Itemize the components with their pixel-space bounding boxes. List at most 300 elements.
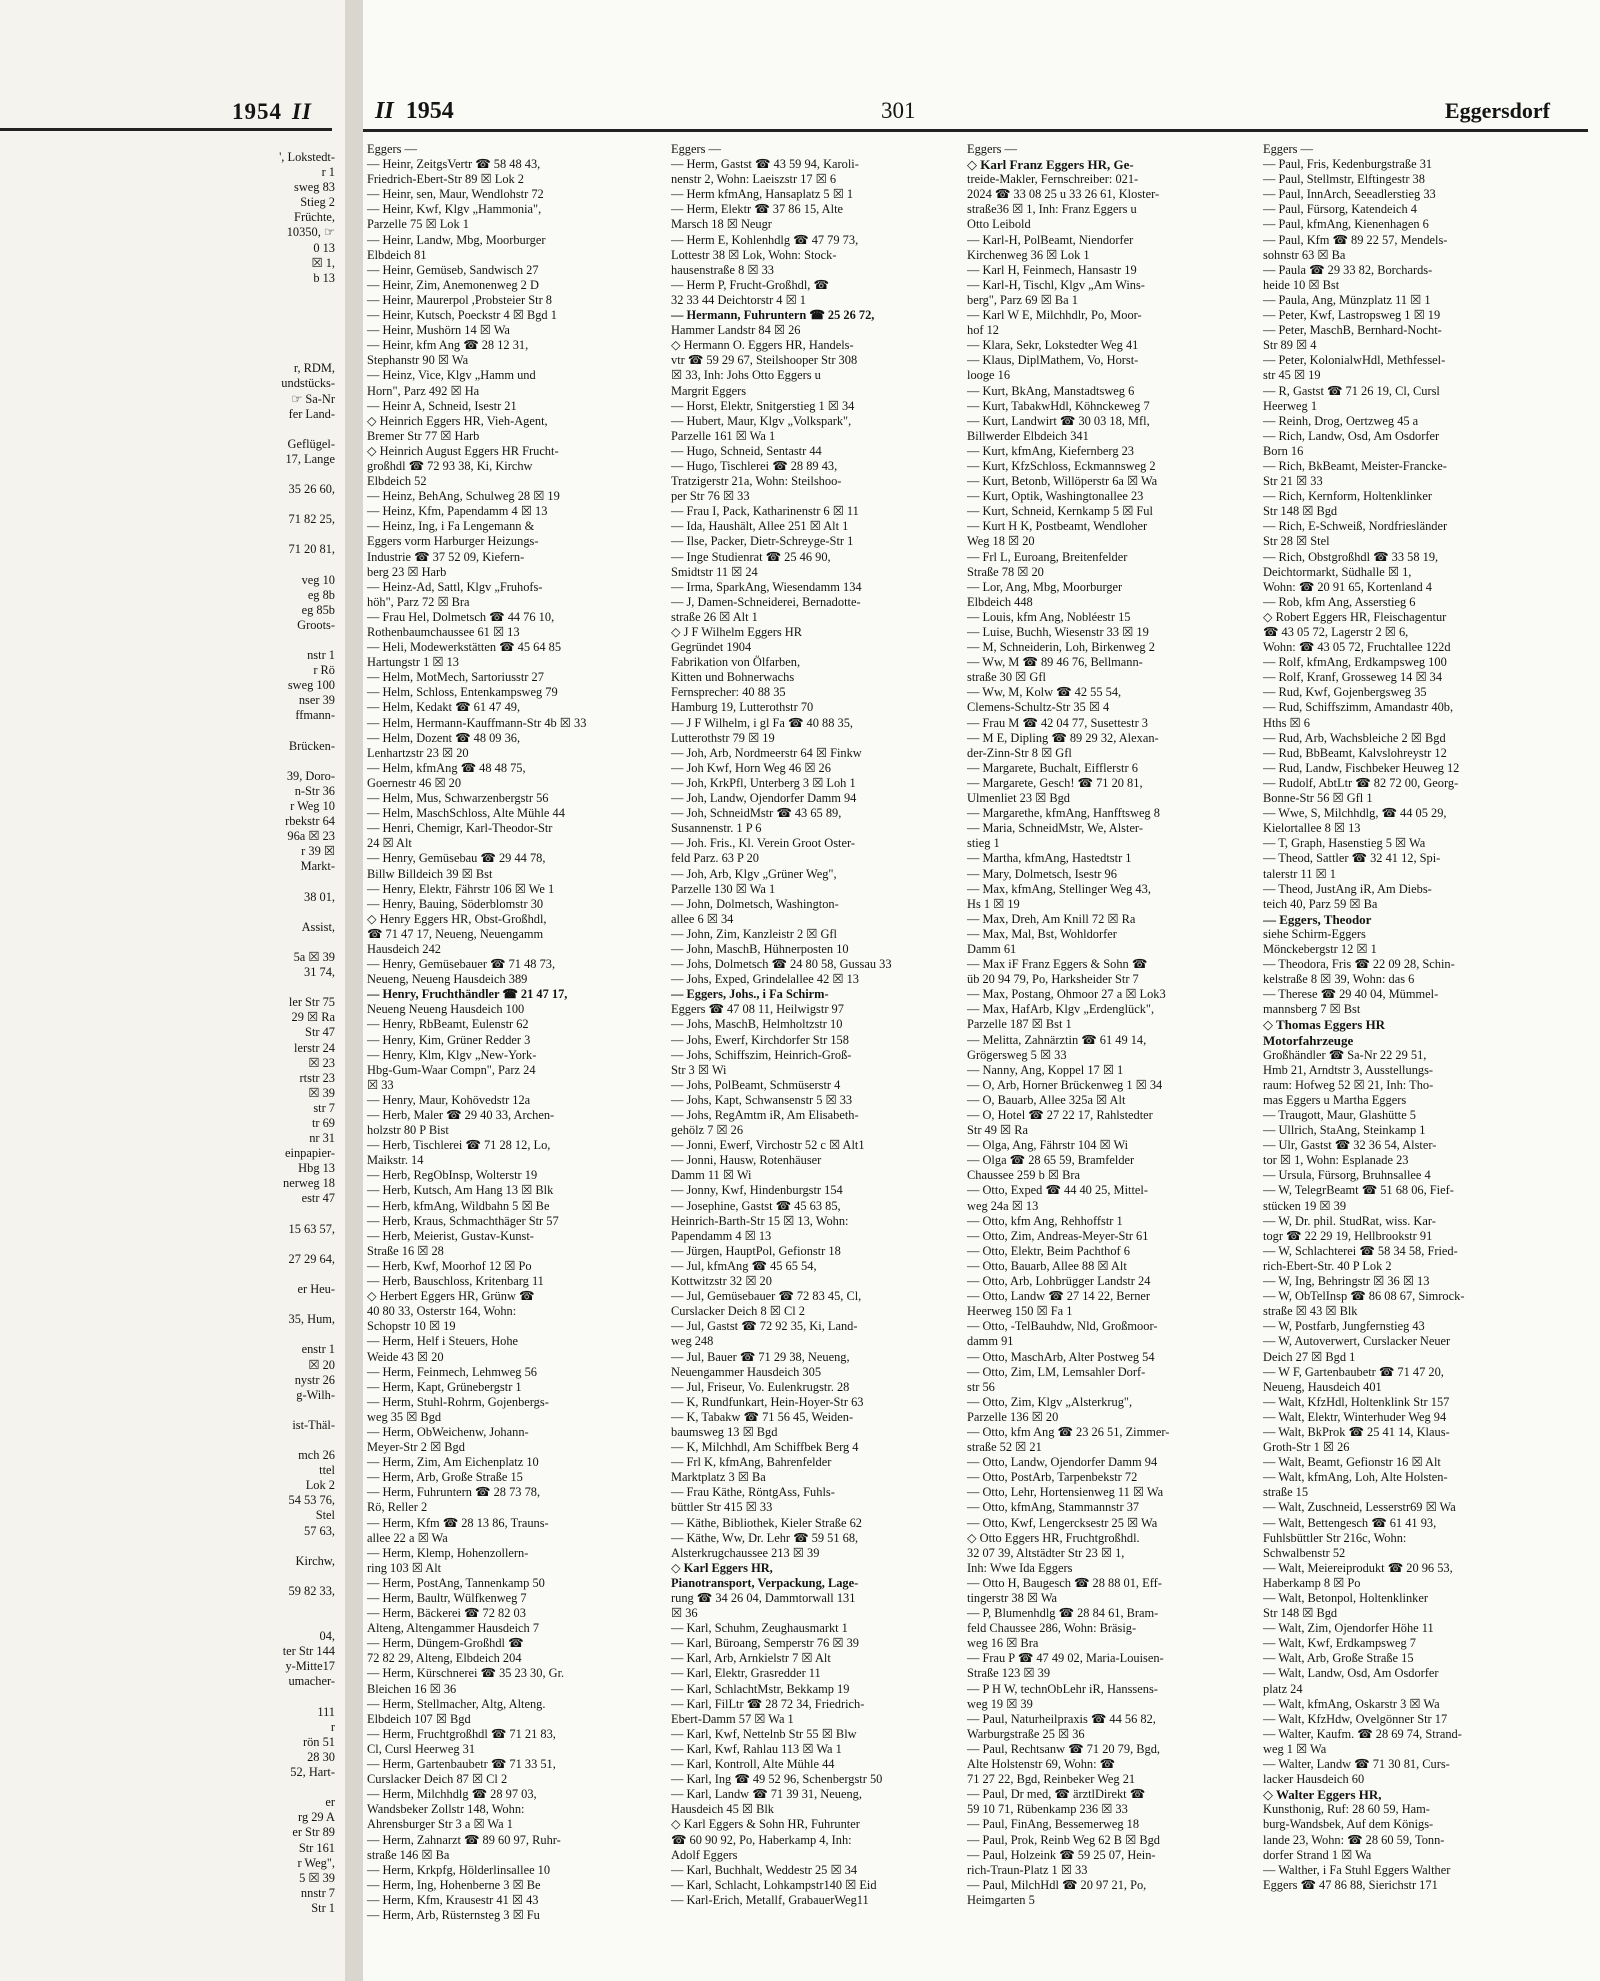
directory-entry: Damm 61 — [967, 941, 1017, 956]
directory-entry: Str 28 ☒ Stel — [1263, 534, 1330, 549]
directory-entry: — Eggers, Johs., i Fa Schirm- — [671, 987, 829, 1002]
directory-entry: — Herm kfmAng, Hansaplatz 5 ☒ 1 — [671, 187, 854, 202]
previous-page-line — [0, 316, 335, 331]
directory-entry: straße36 ☒ 1, Inh: Franz Eggers u — [967, 202, 1137, 217]
directory-entry: — Walt, Arb, Große Straße 15 — [1263, 1651, 1414, 1666]
previous-page-line — [0, 724, 335, 739]
directory-entry: Kitten und Bohnerwachs — [671, 670, 795, 685]
directory-entry: ☒ 33, Inh: Johs Otto Eggers u — [671, 368, 821, 383]
directory-entry: ☒ 36 — [671, 1606, 698, 1621]
previous-page-line: Lok 2 — [305, 1478, 335, 1493]
directory-entry: — Rud, BbBeamt, Kalvslohreystr 12 — [1263, 745, 1447, 760]
previous-page-line — [0, 875, 335, 890]
directory-entry: — Jul, Gastst ☎ 72 92 35, Ki, Land- — [671, 1319, 858, 1334]
directory-entry: — Walt, KfzHdw, Ovelgönner Str 17 — [1263, 1711, 1448, 1726]
directory-entry: — P H W, technObLehr iR, Hanssens- — [967, 1681, 1158, 1696]
directory-entry: Eggers — — [671, 142, 721, 156]
directory-entry: — Herb, Bauschloss, Kritenbarg 11 — [367, 1274, 544, 1289]
directory-entry: — Margarete, Gesch! ☎ 71 20 81, — [967, 775, 1143, 790]
directory-entry: — Lor, Ang, Mbg, Moorburger — [967, 579, 1123, 594]
previous-page-line: veg 10 — [301, 572, 335, 587]
previous-page-line: 59 82 33, — [288, 1583, 335, 1598]
previous-page-line — [0, 935, 335, 950]
previous-page-line: 04, — [319, 1629, 335, 1644]
previous-page-line: r — [330, 1719, 335, 1734]
directory-entry: Industrie ☎ 37 52 09, Kiefern- — [367, 549, 525, 564]
previous-page-line: fer Land- — [288, 406, 335, 421]
previous-page-line — [0, 1433, 335, 1448]
directory-entry: Meyer-Str 2 ☒ Bgd — [367, 1440, 465, 1455]
directory-entry: — Max iF Franz Eggers & Sohn ☎ — [967, 957, 1148, 972]
directory-entry: — Henry, Klm, Klgv „New-York- — [367, 1047, 537, 1062]
directory-entry: berg 23 ☒ Harb — [367, 564, 447, 579]
previous-page-line: nystr 26 — [294, 1372, 335, 1387]
directory-entry: looge 16 — [967, 368, 1011, 383]
directory-entry: — W, Ing, Behringstr ☒ 36 ☒ 13 — [1263, 1274, 1430, 1289]
directory-entry: — Heinr, kfm Ang ☎ 28 12 31, — [367, 338, 529, 353]
directory-entry: — Ullrich, StaAng, Steinkamp 1 — [1263, 1123, 1426, 1138]
directory-entry: — Paula ☎ 29 33 82, Borchards- — [1263, 262, 1433, 277]
directory-entry: — M E, Dipling ☎ 89 29 32, Alexan- — [967, 730, 1159, 745]
directory-entry: — Otto, Landw, Ojendorfer Damm 94 — [967, 1455, 1158, 1470]
directory-entry: — Herm, Bäckerei ☎ 72 82 03 — [367, 1606, 526, 1621]
directory-entry: — Margarete, Buchalt, Eifflerstr 6 — [967, 760, 1138, 775]
previous-page-line: Stieg 2 — [300, 195, 335, 210]
directory-entry: Heinrich-Barth-Str 15 ☒ 13, Wohn: — [671, 1213, 849, 1228]
directory-entry: Fuhlsbüttler Str 216c, Wohn: — [1263, 1530, 1407, 1545]
directory-entry: ◇ Herbert Eggers HR, Grünw ☎ — [367, 1289, 535, 1304]
directory-entry: Wandsbeker Zollstr 148, Wohn: — [367, 1802, 525, 1817]
previous-page-line: lerstr 24 — [294, 1040, 335, 1055]
previous-page-line: mch 26 — [298, 1448, 335, 1463]
directory-entry: 40 80 33, Osterstr 164, Wohn: — [367, 1304, 517, 1319]
directory-entry: — Ilse, Packer, Dietr-Schreyge-Str 1 — [671, 534, 854, 549]
directory-entry: — Helm, MotMech, Sartoriusstr 27 — [367, 670, 544, 685]
directory-entry: Hausdeich 45 ☒ Blk — [671, 1802, 774, 1817]
directory-entry: höh", Parz 72 ☒ Bra — [367, 594, 470, 609]
directory-entry: Billw Billdeich 39 ☒ Bst — [367, 866, 493, 881]
directory-entry: — Henry, Gemüsebauer ☎ 71 48 73, — [367, 957, 556, 972]
directory-entry: — Herb, Maler ☎ 29 40 33, Archen- — [367, 1108, 555, 1122]
directory-entry: — Herm, Kfm ☎ 28 13 86, Trauns- — [367, 1515, 549, 1530]
directory-entry: Eggers — — [967, 142, 1017, 156]
directory-entry: — Herm, Stuhl-Rohrm, Gojenbergs- — [367, 1394, 549, 1409]
directory-entry: — Paul, kfmAng, Kienenhagen 6 — [1263, 217, 1429, 232]
directory-entry: Haberkamp 8 ☒ Po — [1263, 1575, 1361, 1590]
previous-page-line — [0, 1569, 335, 1584]
directory-entry: — Herm E, Kohlenhdlg ☎ 47 79 73, — [671, 232, 859, 247]
directory-entry: — Otto, Elektr, Beim Pachthof 6 — [967, 1243, 1130, 1258]
directory-entry: Goernestr 46 ☒ 20 — [367, 775, 462, 790]
previous-page-line: 71 82 25, — [288, 512, 335, 527]
directory-entry: — Walther, i Fa Stuhl Eggers Walther — [1263, 1862, 1451, 1877]
previous-page-line — [0, 331, 335, 346]
column-1 — [367, 142, 643, 1972]
directory-entry: — Herm, Düngem-Großhdl ☎ — [367, 1636, 524, 1651]
directory-entry: 59 10 71, Rübenkamp 236 ☒ 33 — [967, 1802, 1128, 1817]
directory-entry: ◇ Henry Eggers HR, Obst-Großhdl, — [367, 911, 547, 926]
directory-entry: Hmb 21, Arndtstr 3, Ausstellungs- — [1263, 1062, 1434, 1077]
previous-page-line: Hbg 13 — [298, 1161, 335, 1176]
directory-entry: — K, Rundfunkart, Hein-Hoyer-Str 63 — [671, 1394, 864, 1409]
directory-entry: Warburgstraße 25 ☒ 36 — [967, 1726, 1085, 1741]
previous-page-line — [0, 467, 335, 482]
directory-entry: Adolf Eggers — [671, 1847, 738, 1862]
directory-entry: — Melitta, Zahnärztin ☎ 61 49 14, — [967, 1032, 1147, 1047]
directory-entry: — Ida, Haushält, Allee 251 ☒ Alt 1 — [671, 519, 849, 534]
directory-entry: Eggers vorm Harburger Heizungs- — [367, 534, 539, 549]
directory-entry: — Jonni, Hausw, Rotenhäuser — [671, 1153, 822, 1168]
previous-page-line: Brücken- — [288, 738, 335, 753]
directory-entry: — Rich, E-Schweiß, Nordfriesländer — [1263, 519, 1448, 534]
directory-entry: Elbdeich 52 — [367, 474, 427, 489]
previous-page-line: 28 30 — [307, 1749, 335, 1764]
directory-entry: — Walt, Elektr, Winterhuder Weg 94 — [1263, 1409, 1447, 1424]
directory-entry: — Herm, Gartenbaubetr ☎ 71 33 51, — [367, 1757, 556, 1772]
directory-entry: Hartungstr 1 ☒ 13 — [367, 655, 459, 670]
directory-entry: — Karl, Schlacht, Lohkampstr140 ☒ Eid — [671, 1877, 877, 1892]
directory-entry: — Walt, BkProk ☎ 25 41 14, Klaus- — [1263, 1424, 1450, 1439]
directory-entry: — Wwe, S, Milchhdlg, ☎ 44 05 29, — [1263, 806, 1447, 821]
directory-entry: — Karl, SchlachtMstr, Bekkamp 19 — [671, 1681, 850, 1696]
directory-entry: — Helm, Kedakt ☎ 61 47 49, — [367, 700, 521, 715]
directory-entry: — Paul, Stellmstr, Elftingestr 38 — [1263, 172, 1425, 187]
directory-entry: — Theodora, Fris ☎ 22 09 28, Schin- — [1263, 957, 1455, 972]
directory-entry: ☎ 43 05 72, Lagerstr 2 ☒ 6, — [1263, 625, 1409, 639]
previous-page-line: n-Str 36 — [294, 783, 335, 798]
page-number: 301 — [881, 98, 916, 123]
previous-page-line: r Rö — [313, 663, 335, 678]
directory-entry: Heerweg 150 ☒ Fa 1 — [967, 1304, 1073, 1319]
page-year: 1954 — [405, 98, 454, 124]
directory-entry: — Paul, Kfm ☎ 89 22 57, Mendels- — [1263, 232, 1448, 247]
directory-entry: — Herm, Milchhdlg ☎ 28 97 03, — [367, 1787, 537, 1802]
directory-entry: — Herb, Kraus, Schmachthäger Str 57 — [367, 1213, 559, 1228]
directory-entry: ☒ 33 — [367, 1077, 394, 1092]
directory-entry: tor ☒ 1, Wohn: Esplanade 23 — [1263, 1153, 1409, 1168]
directory-entry: — Ww, M ☎ 89 46 76, Bellmann- — [967, 655, 1143, 670]
directory-entry: — Jonni, Ewerf, Virchostr 52 c ☒ Alt1 — [671, 1138, 865, 1153]
directory-entry: Str 49 ☒ Ra — [967, 1123, 1029, 1138]
directory-entry: — Johs, Ewerf, Kirchdorfer Str 158 — [671, 1032, 849, 1047]
directory-entry: — Kurt H K, Postbeamt, Wendloher — [967, 519, 1148, 534]
directory-entry: — Walt, Zim, Ojendorfer Höhe 11 — [1263, 1621, 1434, 1636]
directory-entry: hof 12 — [967, 323, 1000, 338]
previous-page-line: ☒ 23 — [308, 1055, 335, 1070]
directory-entry: raum: Hofweg 52 ☒ 21, Inh: Tho- — [1263, 1077, 1434, 1092]
previous-page-line: 38 01, — [304, 889, 335, 904]
directory-entry: — Ursula, Fürsorg, Bruhnsallee 4 — [1263, 1168, 1431, 1183]
directory-entry: allee 6 ☒ 34 — [671, 911, 734, 926]
directory-entry: — Herb, Kutsch, Am Hang 13 ☒ Blk — [367, 1183, 554, 1198]
directory-entry: — Kurt, Betonb, Willöperstr 6a ☒ Wa — [967, 474, 1158, 489]
directory-entry: — Walter, Kaufm. ☎ 28 69 74, Strand- — [1263, 1726, 1462, 1741]
directory-entry: Alteng, Altengammer Hausdeich 7 — [367, 1621, 540, 1636]
directory-entry: Str 21 ☒ 33 — [1263, 474, 1323, 489]
previous-page-line: str 7 — [313, 1100, 335, 1115]
directory-entry: Wohn: ☎ 20 91 65, Kortenland 4 — [1263, 579, 1432, 594]
directory-entry: Eggers — — [1263, 142, 1313, 156]
directory-entry: weg 24a ☒ 13 — [967, 1198, 1039, 1213]
directory-entry: — Nanny, Ang, Koppel 17 ☒ 1 — [967, 1062, 1124, 1077]
directory-entry: — Otto, Landw ☎ 27 14 22, Berner — [967, 1289, 1151, 1304]
directory-entry: — Otto H, Baugesch ☎ 28 88 01, Eff- — [967, 1575, 1162, 1590]
directory-entry: Deichtormarkt, Südhalle ☒ 1, — [1263, 564, 1412, 579]
directory-entry: Curslacker Deich 8 ☒ Cl 2 — [671, 1304, 805, 1319]
previous-page-line: r Weg 10 — [290, 799, 335, 814]
previous-page-line: ☞ Sa-Nr — [291, 391, 335, 406]
previous-page-line: 35 26 60, — [288, 482, 335, 497]
previous-page-line: einpapier- — [285, 1146, 335, 1161]
previous-page-line: eg 8b — [307, 587, 335, 602]
directory-entry: — Kurt, kfmAng, Kiefernberg 23 — [967, 443, 1135, 458]
directory-entry: großhdl ☎ 72 93 38, Ki, Kirchw — [367, 458, 533, 473]
directory-entry: Marktplatz 3 ☒ Ba — [671, 1470, 766, 1485]
previous-page-line: 96a ☒ 23 — [287, 829, 335, 844]
directory-entry: — Traugott, Maur, Glashütte 5 — [1263, 1108, 1417, 1122]
directory-entry: — Joh, Arb, Klgv „Grüner Weg", — [671, 866, 837, 881]
previous-page-line: nser 39 — [298, 693, 335, 708]
directory-entry: — Otto, kfm Ang, Rehhoffstr 1 — [967, 1213, 1123, 1228]
directory-entry: — Herb, Kwf, Moorhof 12 ☒ Po — [367, 1258, 532, 1273]
directory-entry: — Heinz, BehAng, Schulweg 28 ☒ 19 — [367, 489, 560, 504]
directory-entry: — Max, Mal, Bst, Wohldorfer — [967, 926, 1117, 941]
directory-entry: — Jul, Bauer ☎ 71 29 38, Neueng, — [671, 1349, 850, 1364]
directory-entry: Papendamm 4 ☒ 13 — [671, 1228, 772, 1243]
directory-entry: weg 16 ☒ Bra — [967, 1636, 1039, 1651]
directory-entry: — Rud, Arb, Wachsbleiche 2 ☒ Bgd — [1263, 730, 1446, 745]
directory-entry: — Herm, Kfm, Krausestr 41 ☒ 43 — [367, 1892, 539, 1907]
directory-entry: — Heinr, Mushörn 14 ☒ Wa — [367, 323, 510, 338]
directory-entry: — Inge Studienrat ☎ 25 46 90, — [671, 549, 831, 564]
directory-entry: Deich 27 ☒ Bgd 1 — [1263, 1349, 1356, 1364]
directory-entry: — Herb, Meierist, Gustav-Kunst- — [367, 1228, 534, 1243]
previous-page-line: 5 ☒ 39 — [299, 1870, 335, 1885]
directory-entry: — W F, Gartenbaubetr ☎ 71 47 20, — [1263, 1364, 1444, 1379]
previous-page-line: b 13 — [313, 270, 335, 285]
directory-entry: Weg 18 ☒ 20 — [967, 534, 1035, 549]
directory-entry: Str 89 ☒ 4 — [1263, 338, 1317, 353]
directory-entry: — Karl, Kwf, Rahlau 113 ☒ Wa 1 — [671, 1741, 842, 1756]
previous-page-line: er Str 89 — [292, 1825, 335, 1840]
directory-entry: — Herm, Baultr, Wülfkenweg 7 — [367, 1591, 527, 1605]
directory-entry: — Margarethe, kfmAng, Hanfftsweg 8 — [967, 806, 1160, 821]
directory-entry: büttler Str 415 ☒ 33 — [671, 1500, 773, 1515]
directory-entry: lande 23, Wohn: ☎ 28 60 59, Tonn- — [1263, 1832, 1445, 1847]
directory-entry: — Walt, Landw, Osd, Am Osdorfer — [1263, 1666, 1439, 1681]
directory-entry: — Max, Dreh, Am Knill 72 ☒ Ra — [967, 911, 1136, 926]
directory-entry: — Herm, Arb, Rüsternsteg 3 ☒ Fu — [367, 1907, 540, 1922]
previous-page-year: 1954 — [232, 99, 282, 124]
directory-entry: togr ☎ 22 29 19, Hellbrookstr 91 — [1263, 1228, 1433, 1243]
directory-entry: ◇ Robert Eggers HR, Fleischagentur — [1263, 609, 1447, 624]
directory-entry: — Mary, Dolmetsch, Isestr 96 — [967, 866, 1117, 881]
directory-entry: — Olga, Ang, Fährstr 104 ☒ Wi — [967, 1138, 1129, 1153]
directory-entry: Margrit Eggers — [671, 383, 747, 398]
directory-entry: — Paul, Prok, Reinb Weg 62 B ☒ Bgd — [967, 1832, 1160, 1847]
directory-entry: — Luise, Buchh, Wiesenstr 33 ☒ 19 — [967, 625, 1149, 639]
directory-entry: — Jul, kfmAng ☎ 45 65 54, — [671, 1258, 817, 1273]
directory-entry: Neueng, Hausdeich 401 — [1263, 1379, 1382, 1394]
directory-entry: Lutterothstr 79 ☒ 19 — [671, 730, 775, 745]
directory-entry: Damm 11 ☒ Wi — [671, 1168, 752, 1183]
directory-entry: — Peter, MaschB, Bernhard-Nocht- — [1263, 323, 1442, 338]
directory-entry: weg 248 — [671, 1334, 714, 1349]
directory-entry: — Henri, Chemigr, Karl-Theodor-Str — [367, 821, 553, 836]
directory-entry: Gegründet 1904 — [671, 640, 752, 655]
directory-entry: — Henry, RbBeamt, Eulenstr 62 — [367, 1017, 529, 1032]
directory-entry: Eggers — — [367, 142, 417, 156]
directory-entry: rung ☎ 34 26 04, Dammtorwall 131 — [671, 1591, 856, 1605]
directory-entry: — Helm, kfmAng ☎ 48 48 75, — [367, 760, 526, 775]
previous-page-line: rbekstr 64 — [285, 814, 335, 829]
previous-page-line: 31 74, — [304, 965, 335, 980]
directory-entry: — Max, Postang, Ohmoor 27 a ☒ Lok3 — [967, 987, 1166, 1002]
directory-entry: — Herm P, Frucht-Großhdl, ☎ — [671, 277, 829, 292]
directory-entry: — Therese ☎ 29 40 04, Mümmel- — [1263, 987, 1439, 1002]
directory-entry: — Helm, Hermann-Kauffmann-Str 4b ☒ 33 — [367, 715, 587, 730]
directory-entry: 32 07 39, Altstädter Str 23 ☒ 1, — [967, 1545, 1125, 1560]
directory-entry: — Klaus, DiplMathem, Vo, Horst- — [967, 353, 1139, 368]
directory-entry: Mönckebergstr 12 ☒ 1 — [1263, 941, 1377, 956]
previous-page-line: Str 161 — [298, 1840, 335, 1855]
directory-entry: — Henry, Elektr, Fährstr 106 ☒ We 1 — [367, 881, 555, 896]
directory-entry: — Frau Hel, Dolmetsch ☎ 44 76 10, — [367, 609, 555, 624]
directory-entry: — Karl, Buchhalt, Weddestr 25 ☒ 34 — [671, 1862, 858, 1877]
previous-page-line: 52, Hart- — [290, 1765, 335, 1780]
previous-page-line — [0, 1539, 335, 1554]
directory-entry: — Hermann, Fuhruntern ☎ 25 26 72, — [671, 308, 875, 323]
directory-entry: Horn", Parz 492 ☒ Ha — [367, 383, 480, 398]
previous-page-line: ist-Thäl- — [292, 1417, 335, 1432]
directory-entry: — W, Dr. phil. StudRat, wiss. Kar- — [1263, 1213, 1436, 1228]
directory-entry: mannsberg 7 ☒ Bst — [1263, 1002, 1361, 1017]
directory-entry: berg", Parz 69 ☒ Ba 1 — [967, 292, 1078, 307]
directory-entry: — J, Damen-Schneiderei, Bernadotte- — [671, 594, 861, 609]
directory-entry: Hamburg 19, Lutterothstr 70 — [671, 700, 814, 715]
directory-entry: — Rich, Obstgroßhdl ☎ 33 58 19, — [1263, 549, 1439, 564]
previous-page-line: r, RDM, — [293, 361, 335, 376]
directory-entry: — Walter, Landw ☎ 71 30 81, Curs- — [1263, 1757, 1450, 1772]
directory-entry: — Herm, PostAng, Tannenkamp 50 — [367, 1575, 545, 1590]
directory-entry: Bonne-Str 56 ☒ Gfl 1 — [1263, 791, 1373, 806]
directory-entry: str 56 — [967, 1379, 995, 1394]
directory-entry: Straße 78 ☒ 20 — [967, 564, 1044, 579]
directory-entry: — Johs, Schiffszim, Heinrich-Groß- — [671, 1047, 852, 1062]
directory-entry: platz 24 — [1263, 1681, 1303, 1696]
directory-entry: — Karl, Landw ☎ 71 39 31, Neueng, — [671, 1787, 862, 1802]
previous-page-line — [0, 980, 335, 995]
directory-entry: Clemens-Schultz-Str 35 ☒ 4 — [967, 700, 1110, 715]
directory-entry: — John, MaschB, Hühnerposten 10 — [671, 941, 849, 956]
directory-entry: — Irma, SparkAng, Wiesendamm 134 — [671, 579, 862, 594]
previous-page-line: nstr 1 — [307, 648, 335, 663]
directory-entry: üb 20 94 79, Po, Harksheider Str 7 — [967, 972, 1139, 987]
directory-entry: Cl, Cursl Heerweg 31 — [367, 1741, 476, 1756]
directory-entry: heide 10 ☒ Bst — [1263, 277, 1340, 292]
directory-entry: — Rolf, Kranf, Grosseweg 14 ☒ 34 — [1263, 670, 1443, 685]
previous-page-header — [232, 99, 312, 125]
previous-page-line — [0, 497, 335, 512]
directory-entry: — Käthe, Bibliothek, Kieler Straße 62 — [671, 1515, 862, 1530]
directory-entry: Rothenbaumchaussee 61 ☒ 13 — [367, 625, 520, 639]
directory-entry: — Herm, Arb, Große Straße 15 — [367, 1470, 523, 1485]
directory-entry: — Heinr, Gemüseb, Sandwisch 27 — [367, 262, 539, 277]
directory-entry: — Otto, kfm Ang ☎ 23 26 51, Zimmer- — [967, 1424, 1170, 1439]
previous-page-line: sweg 83 — [294, 180, 335, 195]
directory-entry: — Louis, kfm Ang, Nobléestr 15 — [967, 609, 1131, 624]
directory-entry: — Heli, Modewerkstätten ☎ 45 64 85 — [367, 640, 562, 655]
previous-page-line: nerweg 18 — [283, 1176, 335, 1191]
previous-page-line: 27 29 64, — [288, 1251, 335, 1266]
previous-page-line: 57 63, — [304, 1523, 335, 1538]
directory-entry: — Heinr, sen, Maur, Wendlohstr 72 — [367, 187, 544, 202]
directory-entry: — Rich, BkBeamt, Meister-Francke- — [1263, 458, 1447, 473]
directory-entry: teich 40, Parz 59 ☒ Ba — [1263, 896, 1378, 911]
directory-entry: — Frl K, kfmAng, Bahrenfelder — [671, 1455, 832, 1470]
previous-page-line: undstücks- — [281, 376, 335, 391]
directory-entry: — John, Dolmetsch, Washington- — [671, 896, 839, 911]
previous-page-line — [0, 1614, 335, 1629]
previous-page-line: y-Mitte17 — [285, 1659, 335, 1674]
directory-entry: Eggers ☎ 47 86 88, Sierichstr 171 — [1263, 1877, 1438, 1892]
directory-entry: Elbdeich 448 — [967, 594, 1033, 609]
directory-entry: Inh: Wwe Ida Eggers — [967, 1560, 1073, 1575]
directory-entry: — Herm, Stellmacher, Altg, Alteng. — [367, 1696, 546, 1711]
directory-entry: Bleichen 16 ☒ 36 — [367, 1681, 457, 1696]
directory-entry: ◇ Karl Franz Eggers HR, Ge- — [967, 157, 1134, 173]
directory-entry: Schopstr 10 ☒ 19 — [367, 1319, 456, 1334]
directory-entry: talerstr 11 ☒ 1 — [1263, 866, 1336, 881]
directory-entry: Born 16 — [1263, 443, 1304, 458]
previous-page-line — [0, 633, 335, 648]
directory-entry: — Kurt, Landwirt ☎ 30 03 18, Mfl, — [967, 413, 1150, 428]
previous-page-line — [0, 1780, 335, 1795]
previous-page-line: sweg 100 — [287, 678, 335, 693]
directory-entry: — K, Tabakw ☎ 71 56 45, Weiden- — [671, 1409, 854, 1424]
directory-entry: straße 26 ☒ Alt 1 — [671, 609, 758, 624]
directory-entry: Susannenstr. 1 P 6 — [671, 821, 762, 836]
directory-entry: Pianotransport, Verpackung, Lage- — [671, 1575, 859, 1590]
directory-entry: Tratzigerstr 21a, Wohn: Steilshoo- — [671, 474, 842, 489]
directory-entry: — Kurt, Optik, Washingtonallee 23 — [967, 489, 1144, 504]
directory-entry: Schwalbenstr 52 — [1263, 1545, 1346, 1560]
previous-page-line — [0, 905, 335, 920]
directory-entry: — Johs, RegAmtm iR, Am Elisabeth- — [671, 1108, 859, 1122]
previous-page-line: tr 69 — [311, 1116, 335, 1130]
directory-entry: burg-Wandsbek, Auf dem Königs- — [1263, 1817, 1434, 1832]
previous-page-line — [0, 286, 335, 301]
directory-entry: — Ww, M, Kolw ☎ 42 55 54, — [967, 685, 1122, 700]
previous-page-line: Geflügel- — [287, 436, 335, 451]
directory-entry: — Karl, FilLtr ☎ 28 72 34, Friedrich- — [671, 1696, 865, 1711]
directory-entry: — Henry, Bauing, Söderblomstr 30 — [367, 896, 544, 911]
previous-page-line: ler Str 75 — [288, 995, 335, 1010]
previous-page-line: er — [325, 1795, 335, 1810]
directory-entry: — Heinz, Vice, Klgv „Hamm und — [367, 368, 536, 383]
directory-entry: — Hugo, Schneid, Sentastr 44 — [671, 443, 822, 458]
directory-entry: — W, Schlachterei ☎ 58 34 58, Fried- — [1263, 1243, 1458, 1258]
directory-entry: der-Zinn-Str 8 ☒ Gfl — [967, 745, 1072, 760]
previous-page-line: ter Str 144 — [282, 1644, 335, 1659]
directory-entry: 2024 ☎ 33 08 25 u 33 26 61, Kloster- — [967, 187, 1160, 202]
directory-entry: — Joh, SchneidMstr ☎ 43 65 89, — [671, 806, 842, 821]
directory-entry: — Johs, Dolmetsch ☎ 24 80 58, Gussau 33 — [671, 957, 892, 972]
directory-entry: ◇ Hermann O. Eggers HR, Handels- — [671, 338, 854, 353]
directory-entry: — Johs, Exped, Grindelallee 42 ☒ 13 — [671, 972, 859, 987]
directory-entry: — Kurt, Schneid, Kernkamp 5 ☒ Ful — [967, 504, 1153, 519]
previous-page-line: g-Wilh- — [296, 1387, 335, 1402]
